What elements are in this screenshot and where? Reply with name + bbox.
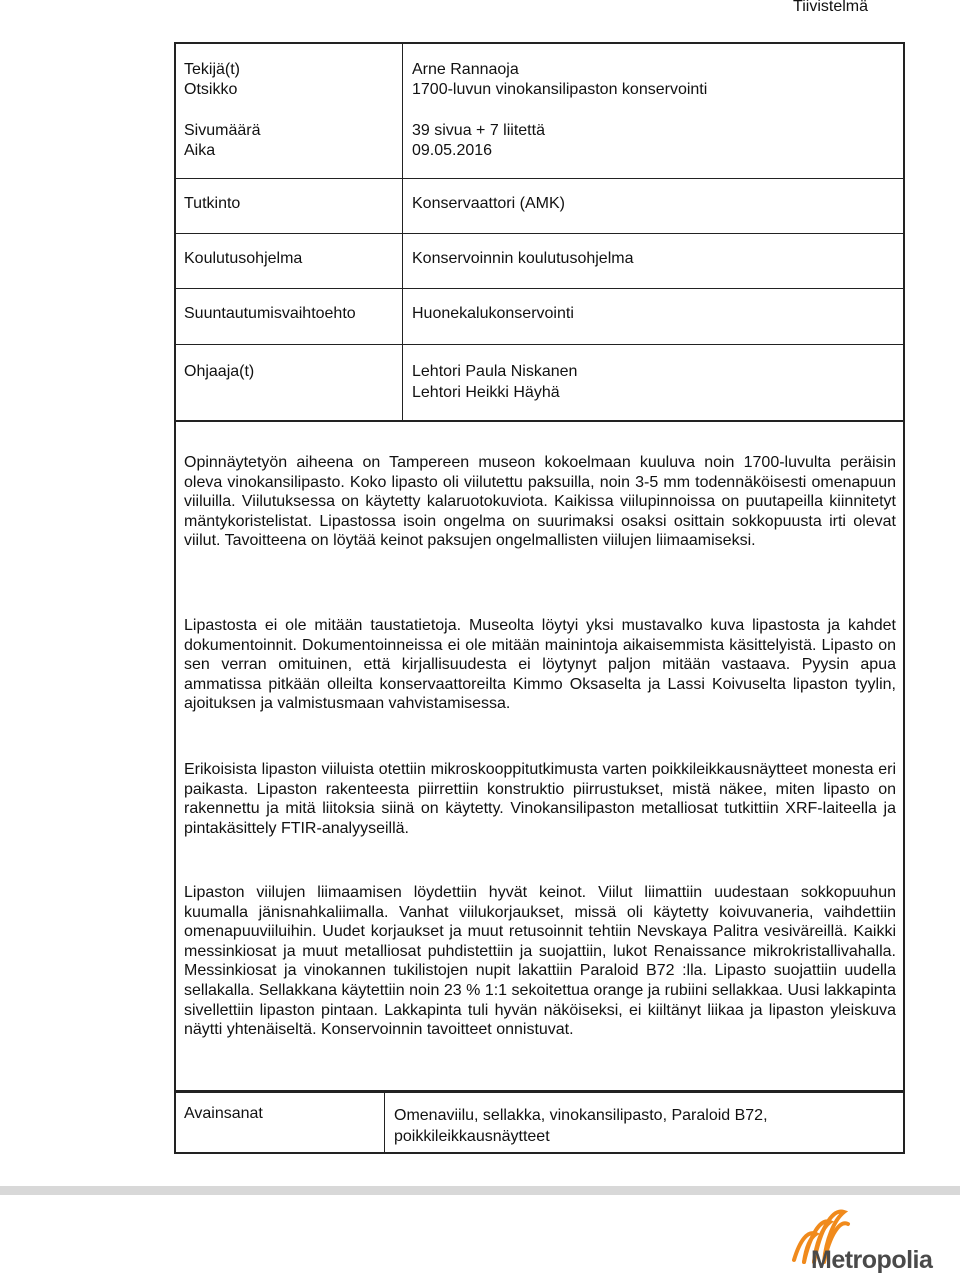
- specialisation-label: Suuntautumisvaihtoehto: [184, 305, 356, 322]
- programme-label: Koulutusohjelma: [184, 250, 303, 267]
- author-value: Arne Rannaoja: [412, 61, 519, 78]
- row-divider: [176, 344, 903, 345]
- metadata-table: [174, 42, 905, 422]
- date-label: Aika: [184, 142, 216, 159]
- row-divider: [176, 288, 903, 289]
- column-divider: [384, 1093, 385, 1152]
- specialisation-value: Huonekalukonservointi: [412, 305, 574, 322]
- title-label: Otsikko: [184, 81, 238, 98]
- abstract-paragraph-3: Erikoisista lipaston viiluista otettiin mikroskooppitutkimusta varten poikkileikkausnäytteet monesta eri paikasta. Lipaston rakenteesta piirrettiin konstruktio piirrustukset, mistä näkee, miten lipasto on rakennettu ja mitä liitoksia siinä on käytetty. Vinokansilipaston metalliosat tutkittiin XRF-laiteella ja pintakäsittely FTIR-analyyseillä.: [184, 761, 896, 837]
- keywords-table: [174, 1091, 905, 1154]
- author-label: Tekijä(t): [184, 61, 241, 78]
- abstract-paragraph-4: Lipaston viilujen liimaamisen löydettiin hyvät keinot. Viilut liimattiin uudestaan sokkopuuhun kuumalla jänisnahkaliimalla. Vanhat viilukorjaukset, missä oli käytetty koivuvaneria, vaihdettiin omenapuuviiluihin. Uudet korjaukset ja muut retusoinnit tehtiin Nevskaya Palitra vesiväreillä. Kaikki messinkiosat ja muut metalliosat puhdistettiin ja suojattiin, lukot Renaissance mikrokristallivahalla. Messinkiosat ja vinokannen tukilistojen nupit lakattiin Paraloid B72 :lla. Lipasto suojattiin uudella sellakalla. Sellakkana käytettiin noin 23 % 1:1 sekoitettua orange ja rubiini sellakkaa. Uusi lakkapinta sivellettiin lipaston pintaan. Lakkapinta tuli hyvän näköiseksi, ei kiiltänyt liikaa ja lipaston yleiskuva näytti yhtenäiseltä. Konservoinnin tavoitteet onnistuvat.: [184, 884, 896, 1039]
- supervisors-label: Ohjaaja(t): [184, 363, 255, 380]
- footer-divider-bar: [0, 1186, 960, 1195]
- programme-value: Konservoinnin koulutusohjelma: [412, 250, 634, 267]
- keywords-value: Omenaviilu, sellakka, vinokansilipasto, Paraloid B72, poikkileikkausnäytteet: [394, 1107, 768, 1145]
- supervisor-2-value: Lehtori Heikki Häyhä: [412, 384, 560, 401]
- pages-value: 39 sivua + 7 liitettä: [412, 122, 545, 139]
- row-divider: [176, 233, 903, 234]
- page-header-title: Tiivistelmä: [793, 0, 868, 15]
- date-value: 09.05.2016: [412, 142, 493, 159]
- pages-label: Sivumäärä: [184, 122, 261, 139]
- abstract-paragraph-2: Lipastosta ei ole mitään taustatietoja. Museolta löytyi yksi mustavalko kuva lipastosta ja kahdet dokumentoinnit. Dokumentoinneissa ei ole mitään mainintoja aikaisemmista käsittelyistä. Lipasto on sen verran omituinen, että kirjallisuudesta ei löytynyt paljon mitään vastaava. Pyysin apua ammatissa pitkään olleilta konservaattoreilta Kimmo Oksaselta ja Lassi Koivuselta lipaston tyylin, ajoituksen ja valmistusmaan vahvistamisessa.: [184, 617, 896, 713]
- degree-value: Konservaattori (AMK): [412, 195, 565, 212]
- abstract-paragraph-1: Opinnäytetyön aiheena on Tampereen museon kokoelmaan kuuluva noin 1700-luvulta peräisin oleva vinokansilipasto. Koko lipasto oli viilutettu paksuilla, noin 3-5 mm todennäköisesti omenapuun viiluilla. Viilutuksessa on käytetty kalaruotokuviota. Kaikissa viilupinnoissa on puutapeilla kiinnitetyt mäntykoristelistat. Lipastossa isoin ongelma on suurimaksi osaksi osittain sokkopuusta irti olevat viilut. Tavoitteena on löytää keinot paksujen ongelmallisten viilujen liimaamiseksi.: [184, 454, 896, 550]
- supervisor-1-value: Lehtori Paula Niskanen: [412, 363, 578, 380]
- metropolia-logo-text: Metropolia: [811, 1246, 933, 1274]
- column-divider: [402, 44, 403, 420]
- keywords-label: Avainsanat: [184, 1105, 263, 1122]
- row-divider: [176, 178, 903, 179]
- title-value: 1700-luvun vinokansilipaston konservointi: [412, 81, 708, 98]
- degree-label: Tutkinto: [184, 195, 241, 212]
